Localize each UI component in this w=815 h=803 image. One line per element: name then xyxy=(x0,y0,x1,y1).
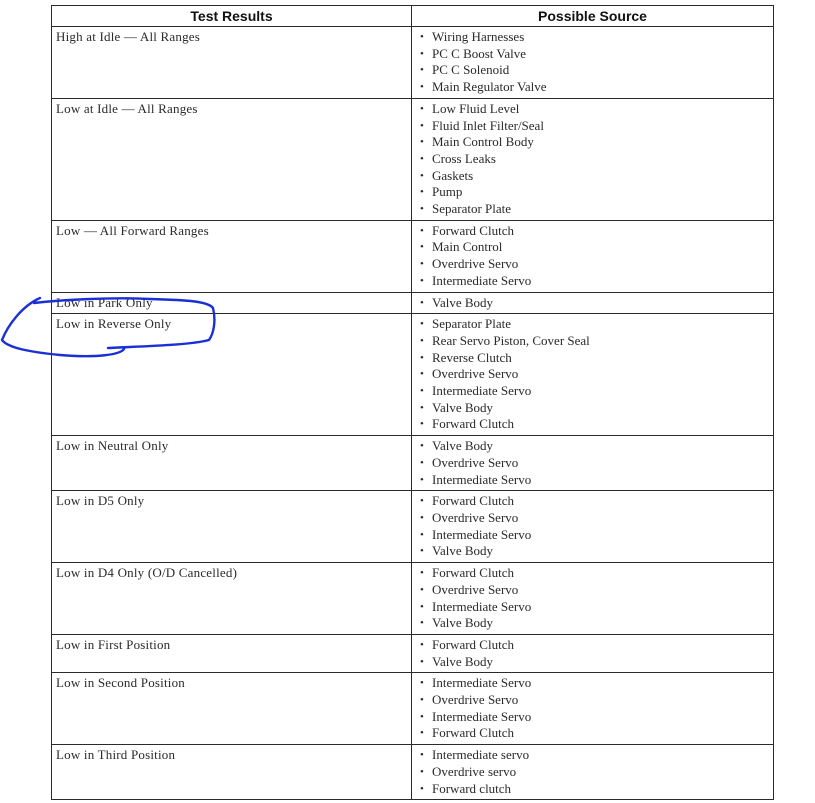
source-label: Overdrive Servo xyxy=(432,692,519,708)
table-header-row xyxy=(52,6,774,27)
source-label: Pump xyxy=(432,184,463,200)
source-label: Cross Leaks xyxy=(432,150,496,166)
source-label: Forward Clutch xyxy=(432,493,514,509)
source-list xyxy=(420,637,769,670)
bullet-icon: • xyxy=(420,31,424,43)
bullet-icon: • xyxy=(420,655,424,668)
list-item xyxy=(420,527,769,544)
table-row xyxy=(52,27,774,99)
bullet-icon: • xyxy=(420,368,424,381)
source-list xyxy=(420,29,769,96)
source-label: PC C Boost Valve xyxy=(432,45,527,61)
bullet-icon: • xyxy=(420,749,424,762)
bullet-icon: • xyxy=(420,81,424,94)
source-label: Forward Clutch xyxy=(432,636,514,652)
table-row xyxy=(52,98,774,220)
bullet-icon: • xyxy=(420,119,424,132)
source-list xyxy=(420,493,769,560)
bullet-icon: • xyxy=(420,102,424,115)
list-item xyxy=(420,239,769,256)
list-item xyxy=(420,510,769,527)
source-label: Intermediate Servo xyxy=(432,471,532,487)
list-item xyxy=(420,400,769,417)
bullet-icon: • xyxy=(420,765,424,778)
source-label: Intermediate Servo xyxy=(432,526,532,542)
list-item xyxy=(420,582,769,599)
possible-source-cell xyxy=(412,98,774,220)
table-row xyxy=(52,745,774,800)
source-label: Valve Body xyxy=(432,653,494,669)
header-test-results: Test Results xyxy=(52,6,412,27)
table-row xyxy=(52,491,774,563)
source-list xyxy=(420,565,769,632)
list-item xyxy=(420,101,769,118)
possible-source-cell xyxy=(412,314,774,436)
bullet-icon: • xyxy=(420,545,424,558)
bullet-icon: • xyxy=(420,186,424,199)
source-label: Valve Body xyxy=(432,615,494,631)
source-label: Wiring Harnesses xyxy=(432,29,525,44)
list-item xyxy=(420,316,769,333)
list-item xyxy=(420,333,769,350)
source-label: Intermediate Servo xyxy=(432,383,532,399)
bullet-icon: • xyxy=(420,600,424,613)
bullet-icon: • xyxy=(420,203,424,216)
bullet-icon: • xyxy=(420,64,424,77)
test-result-cell: Low in D4 Only (O/D Cancelled) xyxy=(52,563,412,635)
bullet-icon: • xyxy=(420,418,424,431)
bullet-icon: • xyxy=(420,567,424,580)
list-item xyxy=(420,637,769,654)
list-item xyxy=(420,565,769,582)
list-item xyxy=(420,472,769,489)
bullet-icon: • xyxy=(420,296,424,309)
test-result-cell: Low in Second Position xyxy=(52,673,412,745)
bullet-icon: • xyxy=(420,511,424,524)
bullet-icon: • xyxy=(420,136,424,149)
list-item xyxy=(420,151,769,168)
list-item xyxy=(420,383,769,400)
table-row xyxy=(52,314,774,436)
list-item xyxy=(420,493,769,510)
list-item xyxy=(420,455,769,472)
source-label: Valve Body xyxy=(432,399,494,415)
possible-source-cell xyxy=(412,436,774,491)
source-label: Main Control xyxy=(432,239,503,255)
table-row xyxy=(52,220,774,292)
possible-source-cell xyxy=(412,27,774,99)
source-list xyxy=(420,747,769,797)
possible-source-cell xyxy=(412,292,774,314)
source-label: Forward Clutch xyxy=(432,222,514,238)
test-result-cell: Low — All Forward Ranges xyxy=(52,220,412,292)
diagnosis-table-container xyxy=(51,5,773,800)
source-label: Main Control Body xyxy=(432,134,534,150)
source-label: Separator Plate xyxy=(432,201,512,217)
source-label: Overdrive Servo xyxy=(432,581,519,597)
bullet-icon: • xyxy=(420,318,424,331)
list-item xyxy=(420,416,769,433)
source-label: Overdrive Servo xyxy=(432,256,519,272)
bullet-icon: • xyxy=(420,782,424,795)
test-result-cell: Low at Idle — All Ranges xyxy=(52,98,412,220)
bullet-icon: • xyxy=(420,677,424,690)
source-label: Intermediate Servo xyxy=(432,272,532,288)
source-label: Forward Clutch xyxy=(432,565,514,581)
source-label: Forward Clutch xyxy=(432,725,514,741)
table-row xyxy=(52,673,774,745)
source-label: Intermediate servo xyxy=(432,747,530,763)
list-item xyxy=(420,273,769,290)
bullet-icon: • xyxy=(420,440,424,453)
list-item xyxy=(420,599,769,616)
source-list xyxy=(420,101,769,218)
source-label: Forward clutch xyxy=(432,780,512,796)
list-item xyxy=(420,168,769,185)
bullet-icon: • xyxy=(420,47,424,60)
source-label: Overdrive Servo xyxy=(432,509,519,525)
source-label: Valve Body xyxy=(432,294,494,310)
list-item xyxy=(420,543,769,560)
bullet-icon: • xyxy=(420,456,424,469)
test-result-cell: Low in Park Only xyxy=(52,292,412,314)
source-label: Valve Body xyxy=(432,543,494,559)
list-item xyxy=(420,46,769,63)
table-row xyxy=(52,436,774,491)
source-list xyxy=(420,295,769,312)
list-item xyxy=(420,709,769,726)
list-item xyxy=(420,134,769,151)
possible-source-cell xyxy=(412,563,774,635)
bullet-icon: • xyxy=(420,401,424,414)
table-body xyxy=(52,27,774,800)
bullet-icon: • xyxy=(420,334,424,347)
list-item xyxy=(420,725,769,742)
table-row xyxy=(52,634,774,672)
bullet-icon: • xyxy=(420,258,424,271)
list-item xyxy=(420,29,769,46)
source-label: Intermediate Servo xyxy=(432,675,532,691)
source-label: Fluid Inlet Filter/Seal xyxy=(432,117,544,133)
list-item xyxy=(420,118,769,135)
source-label: Overdrive Servo xyxy=(432,454,519,470)
test-result-cell: Low in Third Position xyxy=(52,745,412,800)
source-label: Rear Servo Piston, Cover Seal xyxy=(432,332,590,348)
bullet-icon: • xyxy=(420,694,424,707)
list-item xyxy=(420,79,769,96)
list-item xyxy=(420,615,769,632)
list-item xyxy=(420,201,769,218)
header-possible-source: Possible Source xyxy=(412,6,774,27)
source-label: Gaskets xyxy=(432,167,474,183)
source-label: Valve Body xyxy=(432,438,494,454)
bullet-icon: • xyxy=(420,710,424,723)
bullet-icon: • xyxy=(420,385,424,398)
list-item xyxy=(420,350,769,367)
list-item xyxy=(420,747,769,764)
source-label: PC C Solenoid xyxy=(432,62,510,78)
source-label: Reverse Clutch xyxy=(432,349,512,365)
list-item xyxy=(420,692,769,709)
list-item xyxy=(420,366,769,383)
possible-source-cell xyxy=(412,220,774,292)
bullet-icon: • xyxy=(420,241,424,254)
bullet-icon: • xyxy=(420,473,424,486)
source-label: Intermediate Servo xyxy=(432,708,532,724)
test-result-cell: Low in First Position xyxy=(52,634,412,672)
possible-source-cell xyxy=(412,673,774,745)
bullet-icon: • xyxy=(420,583,424,596)
source-label: Main Regulator Valve xyxy=(432,79,547,95)
source-label: Low Fluid Level xyxy=(432,100,520,116)
table-row xyxy=(52,563,774,635)
source-label: Overdrive servo xyxy=(432,763,517,779)
source-label: Overdrive Servo xyxy=(432,366,519,382)
source-label: Separator Plate xyxy=(432,316,512,332)
possible-source-cell xyxy=(412,745,774,800)
source-list xyxy=(420,316,769,433)
list-item xyxy=(420,256,769,273)
list-item xyxy=(420,62,769,79)
bullet-icon: • xyxy=(420,224,424,237)
source-label: Forward Clutch xyxy=(432,416,514,432)
bullet-icon: • xyxy=(420,495,424,508)
list-item xyxy=(420,781,769,798)
bullet-icon: • xyxy=(420,169,424,182)
bullet-icon: • xyxy=(420,274,424,287)
source-list xyxy=(420,675,769,742)
diagnosis-table xyxy=(51,5,774,800)
bullet-icon: • xyxy=(420,528,424,541)
list-item xyxy=(420,223,769,240)
list-item xyxy=(420,438,769,455)
table-row xyxy=(52,292,774,314)
test-result-cell: Low in Neutral Only xyxy=(52,436,412,491)
test-result-cell: Low in D5 Only xyxy=(52,491,412,563)
test-result-cell: Low in Reverse Only xyxy=(52,314,412,436)
bullet-icon: • xyxy=(420,727,424,740)
list-item xyxy=(420,295,769,312)
list-item xyxy=(420,764,769,781)
source-list xyxy=(420,438,769,488)
list-item xyxy=(420,654,769,671)
source-label: Intermediate Servo xyxy=(432,598,532,614)
possible-source-cell xyxy=(412,634,774,672)
possible-source-cell xyxy=(412,491,774,563)
test-result-cell: High at Idle — All Ranges xyxy=(52,27,412,99)
bullet-icon: • xyxy=(420,351,424,364)
source-list xyxy=(420,223,769,290)
bullet-icon: • xyxy=(420,617,424,630)
bullet-icon: • xyxy=(420,638,424,651)
list-item xyxy=(420,184,769,201)
bullet-icon: • xyxy=(420,152,424,165)
list-item xyxy=(420,675,769,692)
